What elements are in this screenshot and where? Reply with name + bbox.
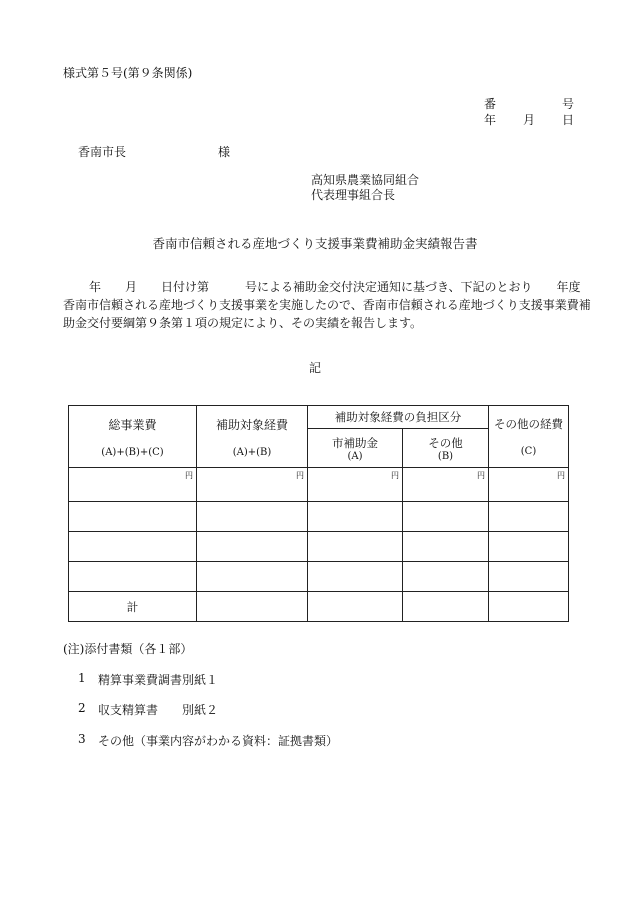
table-cell[interactable] — [403, 592, 489, 622]
header-other-cost-label: その他の経費 — [494, 417, 563, 431]
header-city-subsidy — [308, 429, 403, 468]
table-cell[interactable] — [489, 592, 569, 622]
reference-number — [484, 95, 574, 112]
header-other-cost-formula: (C) — [520, 446, 537, 457]
attachment-item — [78, 701, 218, 718]
attachment-ref: 別紙２ — [182, 703, 219, 717]
header-eligible-cost-formula: (A)+(B) — [232, 446, 272, 458]
attachment-item — [78, 732, 338, 749]
table-row — [69, 502, 569, 532]
table-row — [69, 468, 569, 502]
table-cell[interactable] — [489, 532, 569, 562]
yen-unit: 円 — [296, 471, 304, 480]
ref-go: 号 — [561, 97, 574, 111]
header-city-subsidy-label: 市補助金 — [332, 435, 378, 450]
yen-unit: 円 — [185, 471, 193, 480]
table-cell[interactable] — [197, 592, 308, 622]
table-cell[interactable] — [489, 562, 569, 592]
attachment-name: 精算事業費調書 — [98, 673, 183, 687]
table-cell[interactable] — [69, 502, 197, 532]
attachment-number: 3 — [78, 732, 86, 746]
attachment-item — [78, 671, 218, 688]
attachment-ref: 別紙１ — [182, 673, 219, 687]
header-total-cost — [69, 406, 197, 468]
table-cell[interactable] — [489, 502, 569, 532]
table-row — [69, 532, 569, 562]
document-title: 香南市信頼される産地づくり支援事業費補助金実績報告書 — [152, 236, 478, 251]
date-month: 月 — [522, 113, 535, 127]
addressee-honorific: 様 — [218, 145, 231, 159]
table-cell[interactable] — [197, 532, 308, 562]
table-cell[interactable] — [403, 562, 489, 592]
ref-ban: 番 — [484, 97, 497, 111]
table-header-row — [69, 406, 569, 429]
addressee — [78, 143, 230, 160]
table-cell[interactable] — [69, 562, 197, 592]
header-total-cost-formula: (A)+(B)+(C) — [101, 446, 164, 458]
table-cell[interactable] — [197, 502, 308, 532]
attachment-name: その他（事業内容がわかる資料：証拠書類） — [98, 734, 339, 748]
addressee-name: 香南市長 — [78, 145, 127, 159]
date-line — [484, 111, 574, 128]
header-eligible-cost — [197, 406, 308, 468]
table-cell[interactable] — [308, 592, 403, 622]
yen-unit: 円 — [477, 471, 485, 480]
header-other-formula: (B) — [437, 450, 454, 462]
yen-unit: 円 — [391, 471, 399, 480]
attachment-number: 1 — [78, 671, 86, 685]
table-cell[interactable] — [403, 532, 489, 562]
header-other-label: その他 — [428, 435, 463, 450]
table-cell[interactable] — [197, 562, 308, 592]
attachment-name: 収支精算書 — [98, 703, 159, 717]
table-row — [69, 562, 569, 592]
results-table — [68, 405, 569, 622]
table-cell[interactable] — [489, 468, 569, 502]
body-paragraph: 年 月 日付け第 号による補助金交付決定通知に基づき、下記のとおり 年度香南市信頼される産地づくり支援事業を実施したので、香南市信頼される産地づくり支援事業費補助金交付要綱第９条第１項の規定により、その実績を報告します。 — [63, 280, 591, 330]
table-cell[interactable] — [308, 468, 403, 502]
table-cell[interactable] — [308, 532, 403, 562]
table-cell[interactable] — [308, 502, 403, 532]
table-cell[interactable] — [403, 468, 489, 502]
sender-org: 高知県農業協同組合 — [311, 173, 420, 187]
header-eligible-cost-label: 補助対象経費 — [215, 417, 288, 432]
table-total-row — [69, 592, 569, 622]
sender-block — [311, 173, 419, 203]
table-cell[interactable] — [308, 562, 403, 592]
date-year: 年 — [484, 113, 497, 127]
header-other-cost — [489, 406, 569, 468]
header-total-cost-label: 総事業費 — [108, 417, 157, 432]
header-other — [403, 429, 489, 468]
yen-unit: 円 — [557, 471, 565, 480]
header-burden-group: 補助対象経費の負担区分 — [308, 406, 489, 429]
ki-heading: 記 — [308, 361, 321, 375]
sender-rep: 代表理事組合長 — [311, 188, 396, 202]
notes-heading: (注)添付書類（各１部） — [63, 642, 193, 656]
table-cell[interactable] — [403, 502, 489, 532]
total-label: 計 — [69, 592, 197, 622]
header-city-subsidy-formula: (A) — [347, 450, 363, 462]
attachment-number: 2 — [78, 701, 86, 715]
form-number: 様式第５号(第９条関係) — [63, 66, 193, 80]
table-cell[interactable] — [197, 468, 308, 502]
table-cell[interactable] — [69, 468, 197, 502]
date-day: 日 — [561, 113, 574, 127]
table-cell[interactable] — [69, 532, 197, 562]
